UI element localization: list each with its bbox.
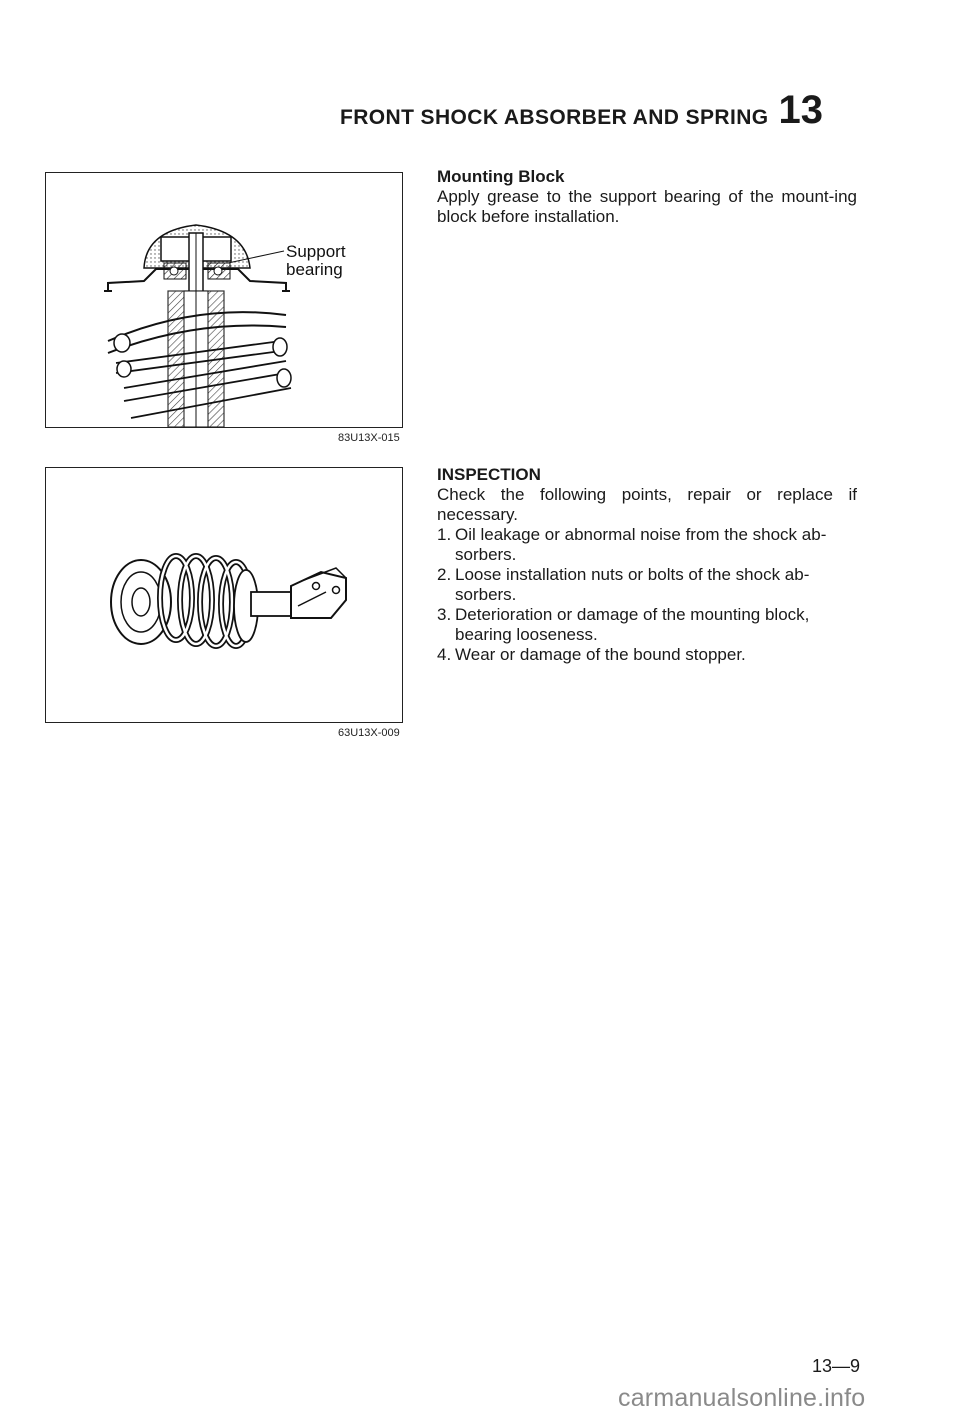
support-bearing-label <box>286 243 346 279</box>
inspection-item <box>437 605 857 645</box>
item-number: 4. <box>437 645 452 664</box>
inspection-item <box>437 525 857 565</box>
label-line-bearing: bearing <box>286 260 343 279</box>
support-bearing-illustration <box>46 173 402 427</box>
watermark: carmanualsonline.info <box>618 1384 866 1412</box>
mounting-block-heading: Mounting Block <box>437 167 565 186</box>
label-line-support: Support <box>286 242 346 261</box>
figure-code-1: 83U13X-015 <box>338 432 400 444</box>
chapter-number: 13 <box>778 88 824 132</box>
mounting-block-section <box>437 167 857 227</box>
inspection-intro: Check the following points, repair or replace if necessary. <box>437 485 857 524</box>
item-text: Deterioration or damage of the mounting block, bearing looseness. <box>455 605 810 644</box>
inspection-heading: INSPECTION <box>437 465 541 484</box>
mounting-block-text: Apply grease to the support bearing of the mount-ing block before installation. <box>437 187 857 226</box>
item-text: Loose installation nuts or bolts of the shock ab-sorbers. <box>455 565 810 604</box>
figure-shock-assembly <box>45 467 403 723</box>
item-number: 1. <box>437 525 452 544</box>
figure-code-2: 63U13X-009 <box>338 727 400 739</box>
figure-support-bearing <box>45 172 403 428</box>
section-title: FRONT SHOCK ABSORBER AND SPRING <box>340 106 769 129</box>
page-number: 13—9 <box>812 1356 861 1376</box>
item-number: 2. <box>437 565 452 584</box>
inspection-section <box>437 465 857 665</box>
item-text: Oil leakage or abnormal noise from the shock ab-sorbers. <box>455 525 827 564</box>
page-header <box>340 86 860 130</box>
item-number: 3. <box>437 605 452 624</box>
item-text: Wear or damage of the bound stopper. <box>455 645 746 664</box>
inspection-item <box>437 645 857 665</box>
inspection-item <box>437 565 857 605</box>
inspection-list <box>437 525 857 665</box>
shock-absorber-illustration <box>46 468 402 722</box>
